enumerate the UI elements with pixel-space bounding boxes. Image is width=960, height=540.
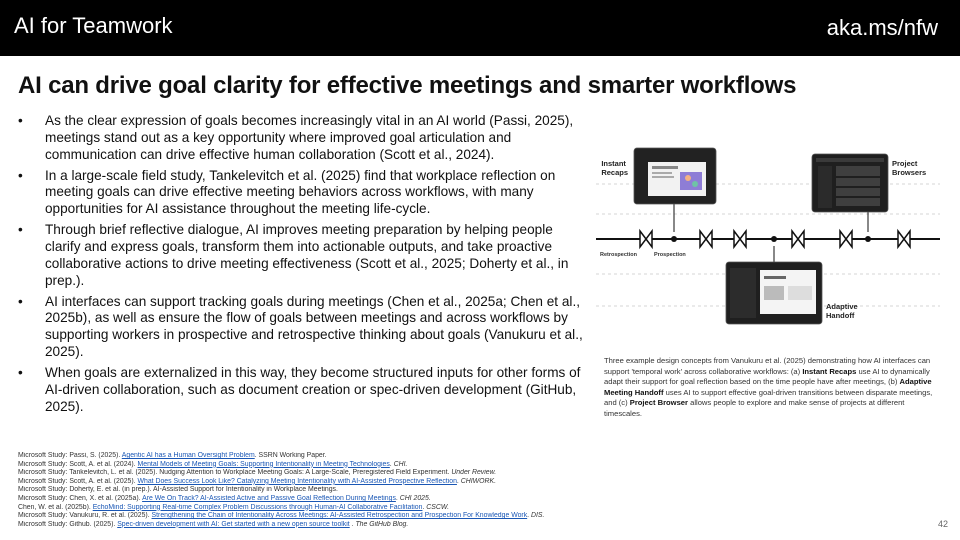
figure-caption: Three example design concepts from Vanukuru et al. (2025) demonstrating how AI interfaces can support 'temporal work' across collaborative workflows: (a) Instant Recaps use AI to dynamically adapt their support for goal reflection based on the time people have after meetings, (b) Adaptive Meeting Handoff uses AI to support effective goal-driven transitions between disparate meetings, and (c) Project Browser allows people to explore and make sense of projects at different timescales. xyxy=(604,356,933,418)
label-instant-recaps: Instant Recaps xyxy=(601,159,628,177)
reference-item: Microsoft Study: Chen, X. et al. (2025a). Are We On Track? AI-Assisted Active and Passive Goal Reflection During Meetings. CHI 2025. xyxy=(18,494,431,502)
bullet-item: • As the clear expression of goals becomes increasingly vital in an AI world (Passi, 2025), meetings stand out as a key opportunity where improved goal articulation and communication can drive effective human collaboration (Scott et al., 2024). xyxy=(18,113,588,163)
brand-title: AI for Teamwork xyxy=(14,13,173,38)
reference-item: Chen, W. et al. (2025b). EchoMind: Supporting Real-time Complex Problem Discussions through Human-AI Collaborative Facilitation. CSCW. xyxy=(18,503,449,511)
reference-link[interactable]: Strengthening the Chain of Intentionality Across Meetings: AI-Assisted Retrospection and Prospection For Knowledge Work xyxy=(151,512,528,520)
reference-item: Microsoft Study: Scott, A. et al. (2024). Mental Models of Meeting Goals: Supporting Intentionality in Meeting Technologies. CHI. xyxy=(18,460,408,468)
instant-recaps-screenshot xyxy=(634,148,716,204)
reference-link[interactable]: EchoMind: Supporting Real-time Complex Problem Discussions through Human-AI Collaborative Facilitation xyxy=(92,503,423,511)
slide-title: AI can drive goal clarity for effective meetings and smarter workflows xyxy=(18,72,797,99)
reference-item: Microsoft Study: Doherty, E. et al. (in prep.). AI-Assisted Support for Intentionality in Workplace Meetings. xyxy=(18,486,338,494)
meeting-marker-icon xyxy=(640,231,652,247)
reference-link[interactable]: Spec-driven development with AI: Get started with a new open source toolkit xyxy=(117,520,350,528)
reference-link[interactable]: What Does Success Look Like? Catalyzing Meeting Intentionality with AI-Assisted Prospective Reflection xyxy=(137,477,457,485)
label-prospection: Prospection xyxy=(654,252,686,258)
reference-item: Microsoft Study: Passi, S. (2025). Agentic AI has a Human Oversight Problem. SSRN Working Paper. xyxy=(18,452,327,459)
label-retrospection: Retrospection xyxy=(600,252,637,258)
reference-link[interactable]: Agentic AI has a Human Oversight Problem xyxy=(121,452,255,459)
reference-item: Microsoft Study: Scott, A. et al. (2025). What Does Success Look Like? Catalyzing Meeting Intentionality with AI-Assisted Prospective Reflection. CHIWORK. xyxy=(18,477,496,485)
meeting-marker-icon xyxy=(700,231,712,247)
reference-item: Microsoft Study: Tankelevitch, L. et al. (2025). Nudging Attention to Workplace Meeting Goals: A Large-Scale, Preregistered Field Experiment. Under Review. xyxy=(18,469,497,477)
timeline-dot xyxy=(771,236,777,242)
short-link[interactable]: aka.ms/nfw xyxy=(826,15,938,40)
label-adaptive-handoff: Adaptive Handoff xyxy=(826,302,858,320)
project-browsers-screenshot xyxy=(812,154,888,212)
bullet-list xyxy=(18,113,588,419)
reference-item: Microsoft Study: Vanukuru, R. et al. (2025). Strengthening the Chain of Intentionality Across Meetings: AI-Assisted Retrospection and Prospection For Knowledge Work. DIS. xyxy=(18,512,545,520)
bullet-item: • When goals are externalized in this way, they become structured inputs for other forms of AI-driven collaboration, such as document creation or spec-driven development (GitHub, 2025). xyxy=(18,365,588,415)
top-banner xyxy=(0,0,960,56)
meeting-marker-icon xyxy=(734,231,746,247)
meeting-marker-icon xyxy=(792,231,804,247)
bullet-item: • AI interfaces can support tracking goals during meetings (Chen et al., 2025a; Chen et al., 2025b), as well as ensure the flow of goals between meetings and across workflows by supporting workers in prospective and retrospective thinking about goals (Vanukuru et al., 2025). xyxy=(18,294,588,361)
bullet-item: • Through brief reflective dialogue, AI improves meeting preparation by helping people clarify and express goals, transform them into actionable outputs, and take proactive collaborative actions to drive meeting effectiveness (Scott et al., 2025; Doherty et al., in prep.). xyxy=(18,222,588,289)
label-project-browsers: Project Browsers xyxy=(892,159,927,177)
reference-link[interactable]: Mental Models of Meeting Goals: Supporting Intentionality in Meeting Technologies xyxy=(137,460,390,468)
meeting-marker-icon xyxy=(840,231,852,247)
timeline-dot xyxy=(865,236,871,242)
reference-item: Microsoft Study: Github. (2025). Spec-driven development with AI: Get started with a new open source toolkit . The GitHub Blog. xyxy=(18,520,409,528)
references xyxy=(18,452,918,529)
adaptive-handoff-screenshot xyxy=(726,262,822,324)
page-number: 42 xyxy=(937,519,948,529)
meeting-marker-icon xyxy=(898,231,910,247)
timeline-dot xyxy=(671,236,677,242)
reference-link[interactable]: Are We On Track? AI-Assisted Active and Passive Goal Reflection During Meetings xyxy=(142,494,396,502)
design-concepts-figure xyxy=(594,146,944,350)
bullet-item: • In a large-scale field study, Tankelevitch et al. (2025) find that workplace reflection on meeting goals can drive effective meeting behaviors across workflows, with many opportunities for AI assistance throughout the meeting life-cycle. xyxy=(18,168,588,218)
